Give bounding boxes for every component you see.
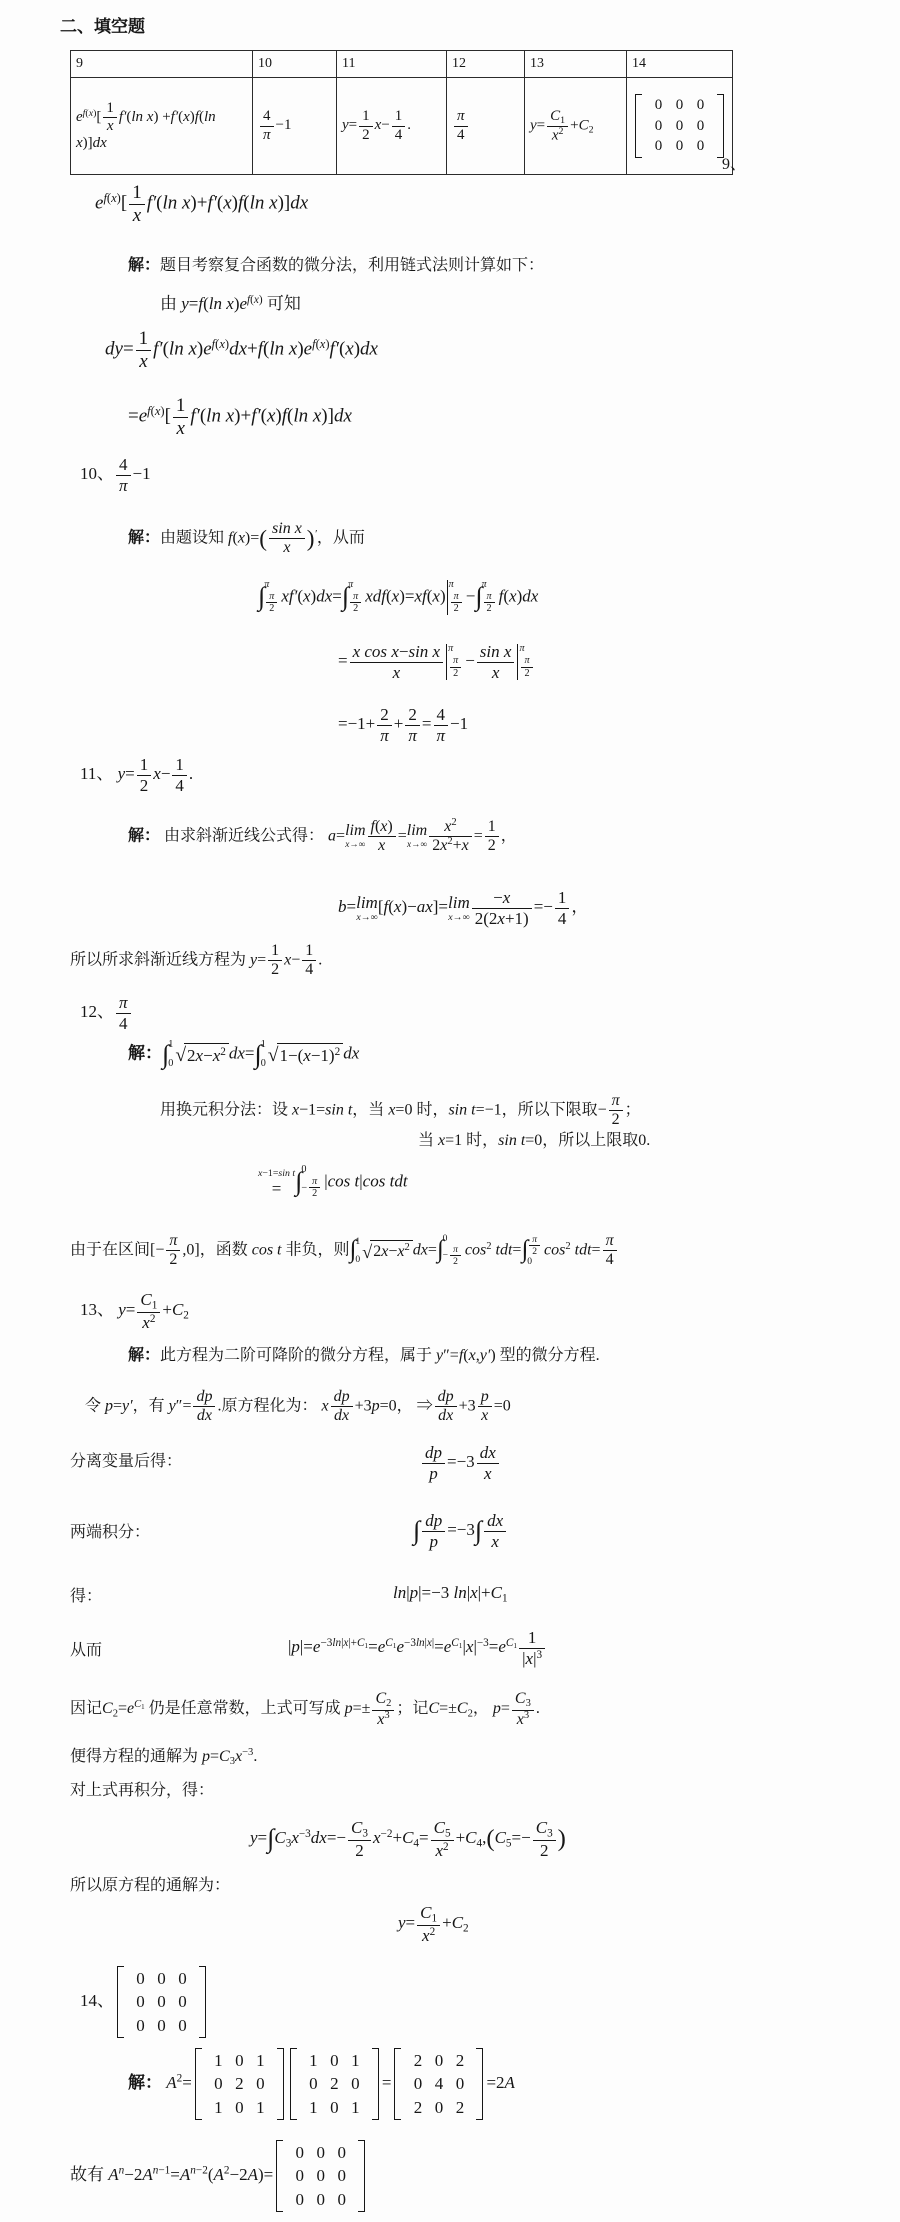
q14-step-a-squared: 解： $A^2=$ 1 0 1 0 2 0 1 0 1 1 0 1 0 2 0 1 0 1 = 2 0 2 0 4 0 2 0 2 =2A [128, 2048, 515, 2120]
section-title: 二、填空题 [60, 17, 145, 36]
q12-conclusion: 由于在区间[− $\frac{\pi}{2}$ ,0]，函数 cos t 非负，则 ∫ 1 0 √ $2x-x^2$ dx= ∫ 0 − $\frac{\pi}{2}$ $\cos^2 tdt=$ ∫ $\frac{\pi}{2}$ 0 $\cos^2 tdt=$ $\frac{\pi}{4}$ [70, 1232, 619, 1270]
answer-table [70, 50, 733, 175]
q10-answer: 10、 $\frac{4}{\pi}$ −1 [80, 455, 151, 495]
answer-table-answer-14: 0 0 0 0 0 0 0 0 0 [627, 78, 733, 175]
answer-table-header-9: 9 [71, 51, 253, 78]
q13-conclusion-label: 所以原方程的通解为： [70, 1877, 231, 1894]
q12-step-substituted-integral: x−1=sin t = ∫ 0 − $\frac{\pi}{2}$ |cos t|cos tdt [258, 1164, 408, 1200]
answer-table-answer-12: $\frac{\pi}{4}$ [447, 78, 525, 175]
answer-table-header-11: 11 [337, 51, 447, 78]
answer-table-answer-10: $\frac{4}{\pi}$ −1 [253, 78, 337, 175]
answer-table-header-13: 13 [525, 51, 627, 78]
q13-step-y-integral: y= ∫ $C3x^{-3}dx=-$ $\frac{C3}{2}$ $x^{-2}+C4=$ $\frac{C5}{x^2}$ +C4,(C5=− $\frac{C3}{2}$ ) [250, 1818, 566, 1860]
q9-step-differential: dy= $\frac{1}{x}$ f′(ln $x)e^{f(x)}dx+f(\ln$ $x)e^{f(x)}f'(x)dx$ [105, 328, 378, 372]
q10-solution-intro: 解：由题设知 f(x)=( $\frac{\text{sin x}}{x}$ )′，从而 [128, 520, 365, 557]
q13-conclusion-formula: y= $\frac{C1}{x^2}$ +C2 [398, 1903, 469, 1945]
q12-substitution-lower-limit: 用换元积分法：设 x−1=sin t，当 x=0 时，sin t=−1，所以下限取− $\frac{\pi}{2}$ ； [160, 1092, 641, 1129]
answer-table-header-14: 14 [627, 51, 733, 78]
q13-label-separate-variables: 分离变量后得： [70, 1453, 183, 1470]
q10-step-result: =−1+ $\frac{2}{\pi}$ + $\frac{2}{\pi}$ = $\frac{4}{\pi}$ −1 [338, 705, 469, 745]
q13-step-ln-result: ln|p|=−3 ln|x|+C1 [393, 1583, 508, 1605]
answer-table-answer-13: y= $\frac{C1}{x^2}$ +C2 [525, 78, 627, 175]
q10-step-integration-by-parts: ∫ π $\frac{\pi}{2}$ xf′(x)dx= ∫ π $\frac{\pi}{2}$ xdf(x)=xf(x) π $\frac{\pi}{2}$ − ∫ π $\frac{\pi}{2}$ f(x)dx [258, 579, 539, 615]
answer-table-answer-9: $e^{f(x)}$[ $\frac{1}{x}$ f′(ln x) +f′(x)f(ln x)]dx [71, 78, 253, 175]
q11-step-intercept-b: b= lim x→∞ [f(x)−ax]= lim x→∞ $\frac{-x}{2(2x+1)}$ =− $\frac{1}{4}$ ， [338, 888, 589, 928]
q11-step-slope-a: 解： 由求斜渐近线公式得： a= lim x→∞ $\frac{f(x)}{x}$ = lim x→∞ $\frac{x^2}{2x^2+x}$ = $\frac{1}{2}$ ， [128, 817, 517, 855]
answer-table-header-row [71, 51, 733, 78]
q12-step-rewrite-integral: 解： ∫ 1 0 √ $2x-x^2$ dx= ∫ 1 0 √ $1-(x-1)^2$ dx [128, 1039, 360, 1069]
answer-table-answer-row [71, 78, 733, 175]
q14-answer: 14、 0 0 0 0 0 0 0 0 0 [80, 1966, 209, 2038]
q9-solution-intro: 解：题目考察复合函数的微分法，利用链式法则计算如下： [128, 257, 545, 274]
q13-answer: 13、 y= $\frac{C1}{x^2}$ +C2 [80, 1290, 189, 1332]
answer-table-answer-11: y= $\frac{1}{2}$ x− $\frac{1}{4}$ . [337, 78, 447, 175]
q13-note-constants: 因记$C2=e^{C1}$ 仍是任意常数，上式可写成 p=± $\frac{C2}{x^3}$ ；记C=±C2， p= $\frac{C3}{x^3}$ . [70, 1690, 540, 1728]
q12-substitution-upper-limit: 当 x=1 时，sin t=0，所以上限取0. [418, 1132, 651, 1149]
q9-step-result: $=e^{f(x)}$[ $\frac{1}{x}$ f′(ln x)+f′(x)f(ln x)]dx [128, 395, 352, 439]
q13-label-thus: 从而 [70, 1642, 103, 1659]
q10-step-evaluation: = $\frac{\text{x cos x−sin x}}{x}$ π $\frac{\pi}{2}$ − $\frac{\text{sin x}}{x}$ π $\frac{\pi}{2}$ [338, 642, 537, 682]
q9-answer-expression: $e^{f(x)}$[ $\frac{1}{x}$ f′(ln x)+f′(x)f(ln x)]dx [95, 182, 309, 226]
answer-table-header-10: 10 [253, 51, 337, 78]
question-9-side-marker: 9、 [722, 156, 747, 173]
q13-label-integrate-again: 对上式再积分，得： [70, 1782, 215, 1799]
q13-solution-intro: 解：此方程为二阶可降阶的微分方程，属于 y″=f(x,y′) 型的微分方程. [128, 1347, 600, 1364]
q14-conclusion: 故有 $A^n-2A^{n-1}=A^{n-2}(A^2-2A)=$ 0 0 0 0 0 0 0 0 0 [70, 2140, 368, 2212]
q13-step-separated: $\frac{dp}{p}$ =−3 $\frac{dx}{x}$ [420, 1443, 501, 1483]
q13-label-integrate-both-sides: 两端积分： [70, 1524, 151, 1541]
q11-conclusion: 所以所求斜渐近线方程为 y= $\frac{1}{2}$ x− $\frac{1}{4}$ . [70, 942, 323, 979]
q9-step-given: 由 y=f(ln $x)e^{f(x)}$ 可知 [160, 293, 301, 313]
q13-step-reduce-order: 令 p=y′，有 y″= $\frac{dp}{dx}$ .原方程化为： x $\frac{dp}{dx}$ +3p=0， ⇒ $\frac{dp}{dx}$ +3 $\frac{p}{x}$ =0 [85, 1388, 511, 1425]
answer-table-header-12: 12 [447, 51, 525, 78]
q13-step-integrals: ∫ $\frac{dp}{p}$ =−3 ∫ $\frac{dx}{x}$ [413, 1511, 508, 1551]
q13-label-get: 得： [70, 1588, 103, 1605]
q13-step-abs-p: $|p|=e^{-3ln|x|+C1}=e^{C1}e^{-3ln|x|}=e^{C1}|x|^{-3}=e^{C1}$ $\frac{1}{|x|^3}$ [288, 1628, 547, 1668]
q12-answer: 12、 $\frac{\pi}{4}$ [80, 993, 133, 1033]
q13-step-general-solution-p: 便得方程的通解为 $p=C3x^{-3}$. [70, 1747, 258, 1768]
q11-answer: 11、 y= $\frac{1}{2}$ x− $\frac{1}{4}$ . [80, 755, 194, 795]
